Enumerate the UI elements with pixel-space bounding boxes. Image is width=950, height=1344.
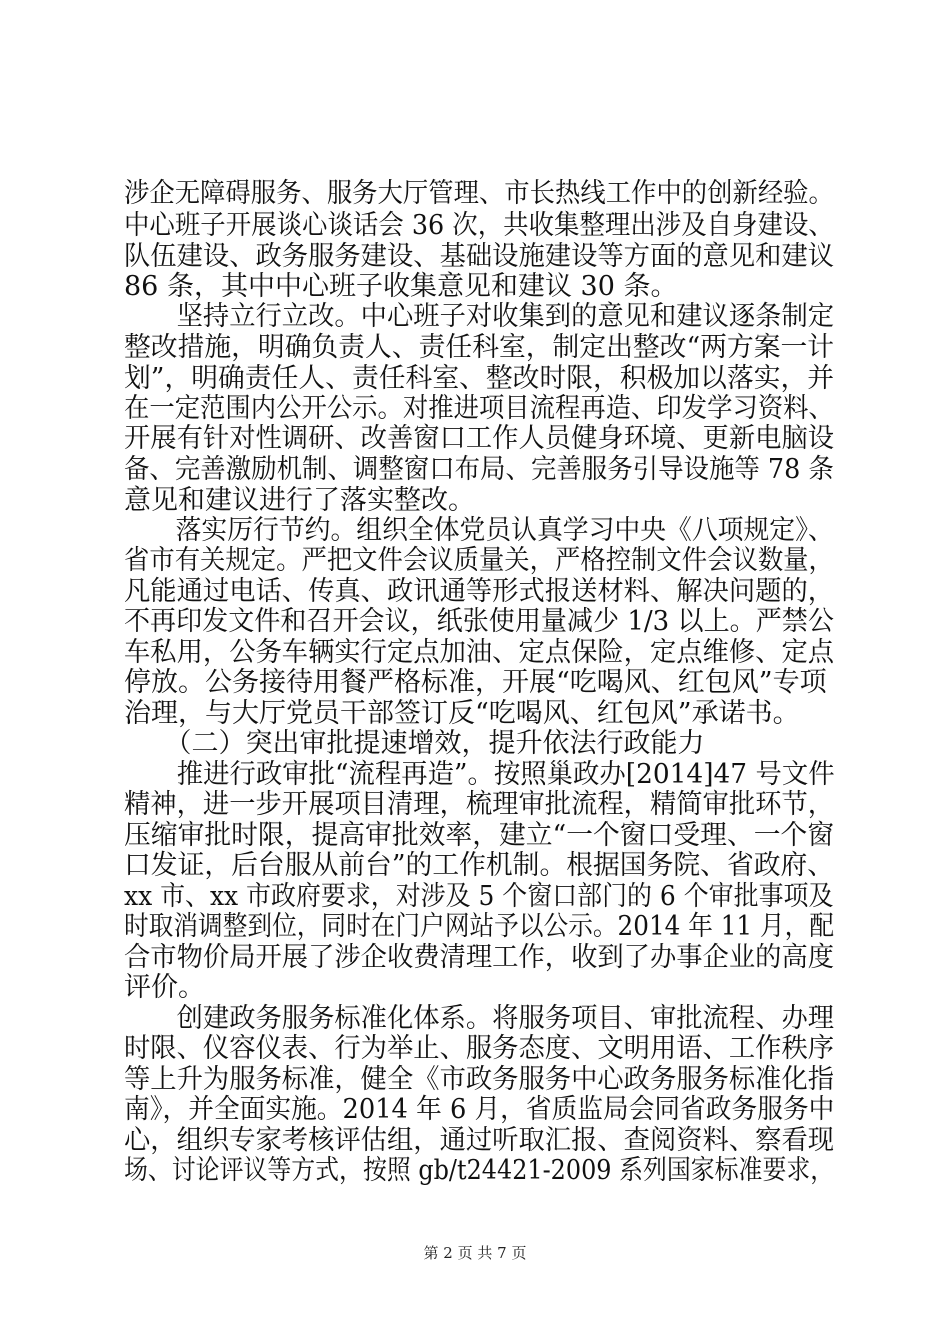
text-line: 合市物价局开展了涉企收费清理工作，收到了办事企业的高度 <box>124 942 835 973</box>
text-line: 在一定范围内公开公示。对推进项目流程再造、印发学习资料、 <box>124 393 834 424</box>
text-line: 场、讨论评议等方式，按照 gb/t24421-2009 系列国家标准要求， <box>124 1155 835 1186</box>
text-line: 队伍建设、政务服务建设、基础设施建设等方面的意见和建议 <box>124 241 835 272</box>
text-line: 意见和建议进行了落实整改。 <box>124 485 475 516</box>
text-line: 推进行政审批“流程再造”。按照巢政办[2014]47 号文件 <box>124 759 835 790</box>
text-line: 凡能通过电话、传真、政讯通等形式报送材料、解决问题的， <box>124 576 835 607</box>
text-line: 停放。公务接待用餐严格标准，开展“吃喝风、红包风”专项 <box>124 667 827 698</box>
text-line: 南》，并全面实施。2014 年 6 月，省质监局会同省政务服务中 <box>124 1094 835 1125</box>
text-line: 开展有针对性调研、改善窗口工作人员健身环境、更新电脑设 <box>124 423 835 454</box>
text-line: 时限、仪容仪表、行为举止、服务态度、文明用语、工作秩序 <box>124 1033 835 1064</box>
text-line: 心，组织专家考核评估组，通过听取汇报、查阅资料、察看现 <box>124 1125 835 1156</box>
text-line: 中心班子开展谈心谈话会 36 次，共收集整理出涉及自身建设、 <box>124 210 834 241</box>
text-line: 时取消调整到位，同时在门户网站予以公示。2014 年 11 月，配 <box>124 911 835 942</box>
text-line: 等上升为服务标准，健全《市政务服务中心政务服务标准化指 <box>124 1064 835 1095</box>
text-line: 整改措施，明确负责人、责任科室，制定出整改“两方案一计 <box>124 332 835 363</box>
text-line: 治理，与大厅党员干部签订反“吃喝风、红包风”承诺书。 <box>124 698 800 729</box>
section-heading: （二）突出审批提速增效，提升依法行政能力 <box>124 728 705 759</box>
page-number-footer: 第 2 页 共 7 页 <box>423 1244 527 1262</box>
text-line: 省市有关规定。严把文件会议质量关，严格控制文件会议数量， <box>124 545 834 576</box>
text-line: 86 条，其中中心班子收集意见和建议 30 条。 <box>124 271 678 302</box>
text-line: 坚持立行立改。中心班子对收集到的意见和建议逐条制定 <box>124 301 835 332</box>
text-line: xx 市、xx 市政府要求，对涉及 5 个窗口部门的 6 个审批事项及 <box>124 881 834 912</box>
text-line: 压缩审批时限，提高审批效率，建立“一个窗口受理、一个窗 <box>124 820 835 851</box>
text-line: 车私用，公务车辆实行定点加油、定点保险，定点维修、定点 <box>124 637 835 668</box>
text-line: 备、完善激励机制、调整窗口布局、完善服务引导设施等 78 条 <box>124 454 834 485</box>
text-line: 创建政务服务标准化体系。将服务项目、审批流程、办理 <box>124 1003 835 1034</box>
text-line: 划”，明确责任人、责任科室、整改时限，积极加以落实，并 <box>124 363 835 394</box>
text-line: 口发证，后台服从前台”的工作机制。根据国务院、省政府、 <box>124 850 835 881</box>
text-line: 不再印发文件和召开会议，纸张使用量减少 1/3 以上。严禁公 <box>124 606 834 637</box>
text-line: 落实厉行节约。组织全体党员认真学习中央《八项规定》、 <box>124 515 834 546</box>
text-line: 涉企无障碍服务、服务大厅管理、市长热线工作中的创新经验。 <box>124 178 834 209</box>
text-line: 精神，进一步开展项目清理，梳理审批流程，精简审批环节， <box>124 789 835 820</box>
text-line: 评价。 <box>124 972 205 1003</box>
